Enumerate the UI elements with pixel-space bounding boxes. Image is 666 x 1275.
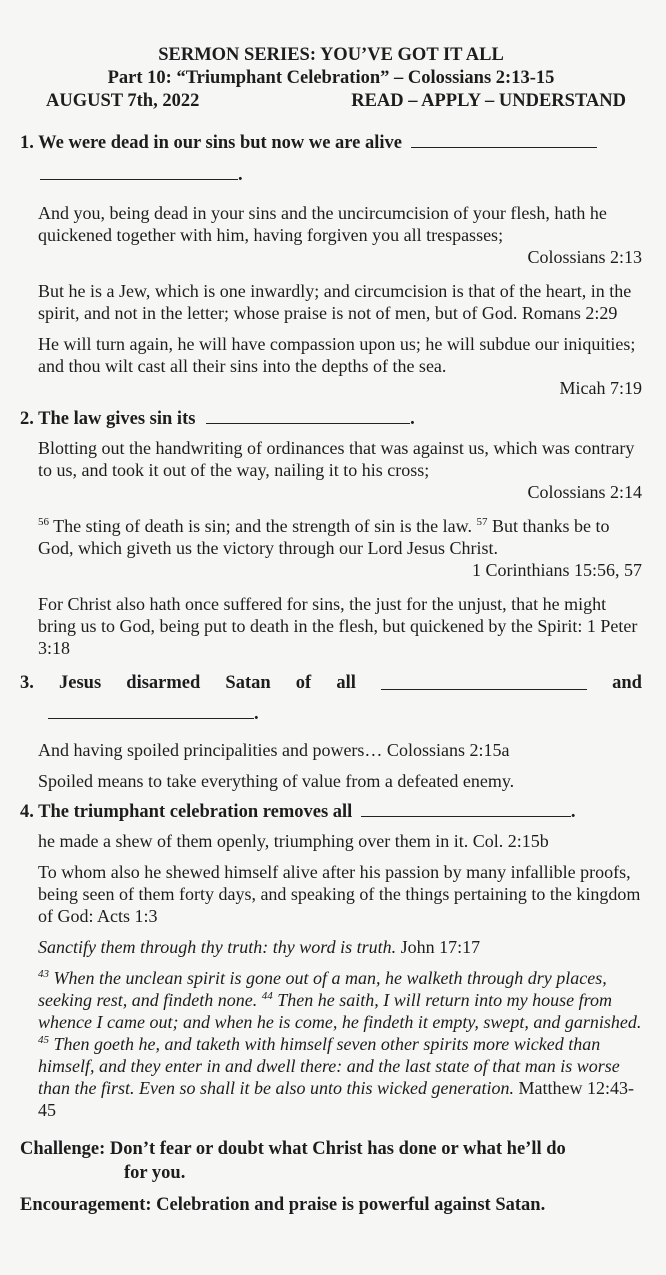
scripture-reference: Matthew 12:43-45 <box>38 1078 634 1120</box>
fill-in-blank[interactable] <box>361 800 571 817</box>
point-2-text: 2. The law gives sin its <box>20 409 196 429</box>
challenge-line: Challenge: Don’t fear or doubt what Christ has done or what he’ll do <box>20 1139 566 1159</box>
point-3-blank-line: . <box>48 702 642 725</box>
part-title: Part 10: “Triumphant Celebration” – Colossians 2:13-15 <box>107 68 555 88</box>
point-2-heading: 2. The law gives sin its . <box>20 409 415 429</box>
scripture-text: Then he saith, I will return into my house from whence I came out; and when he is come, he findeth it empty, swept, and garnished. <box>38 990 642 1032</box>
note-paragraph: Spoiled means to take everything of value from a defeated enemy. <box>38 771 515 791</box>
challenge-line-continued: for you. <box>124 1163 186 1183</box>
sermon-date: AUGUST 7th, 2022 <box>46 91 200 111</box>
point-1-blank-line: . <box>40 163 642 186</box>
point-number: 3. <box>20 673 34 693</box>
scripture-paragraph <box>38 202 642 268</box>
point-3-heading <box>20 673 642 694</box>
scripture-text: Then goeth he, and taketh with himself seven other spirits more wicked than himself, and they enter in and dwell there: and the last state of that man is worse than the first. Even so shall it be also unto this wicked generation. <box>38 1034 620 1098</box>
fill-in-blank[interactable] <box>381 673 587 690</box>
scripture-paragraph: To whom also he shewed himself alive after his passion by many infallible proofs, being seen of them forty days, and speaking of the things pertaining to the kingdom of God: Acts 1:3 <box>38 862 641 926</box>
point-4-text: 4. The triumphant celebration removes all <box>20 802 353 822</box>
scripture-paragraph: And having spoiled principalities and powers… Colossians 2:15a <box>38 740 510 760</box>
verse-number: 45 <box>38 1034 49 1046</box>
point-1-text: 1. We were dead in our sins but now we are alive <box>20 133 403 153</box>
scripture-paragraph <box>38 333 642 399</box>
heading-word: disarmed <box>126 673 201 693</box>
fill-in-blank[interactable] <box>48 702 254 719</box>
scripture-paragraph <box>38 515 642 581</box>
heading-word: Satan <box>225 673 271 693</box>
verse-number: 56 <box>38 516 49 528</box>
heading-word: all <box>336 673 356 693</box>
heading-word: of <box>295 673 312 693</box>
scripture-paragraph <box>38 936 642 958</box>
encouragement-line: Encouragement: Celebration and praise is powerful against Satan. <box>20 1195 546 1215</box>
motto: READ – APPLY – UNDERSTAND <box>351 91 626 111</box>
verse-number: 44 <box>261 990 273 1002</box>
header-row <box>20 90 642 113</box>
scripture-text: But thanks be to God, which giveth us the victory through our Lord Jesus Christ. <box>38 516 610 558</box>
scripture-text: Sanctify them through thy truth: thy word is truth. <box>38 937 397 957</box>
scripture-paragraph: For Christ also hath once suffered for sins, the just for the unjust, that he might bring us to God, being put to death in the flesh, but quickened by the Spirit: 1 Peter 3:18 <box>38 594 638 658</box>
fill-in-blank[interactable] <box>206 407 410 424</box>
scripture-text: Blotting out the handwriting of ordinances that was against us, which was contrary to us, and took it out of the way, nailing it to his cross; <box>38 438 635 480</box>
series-title: SERMON SERIES: YOU’VE GOT IT ALL <box>158 45 504 65</box>
point-1-heading <box>20 131 642 155</box>
fill-in-blank[interactable] <box>40 163 238 180</box>
point-4-heading: 4. The triumphant celebration removes all . <box>20 802 576 822</box>
scripture-paragraph: But he is a Jew, which is one inwardly; and circumcision is that of the heart, in the spirit, and not in the letter; whose praise is not of men, but of God. Romans 2:29 <box>38 281 632 323</box>
scripture-text: He will turn again, he will have compassion upon us; he will subdue our iniquities; and thou wilt cast all their sins into the depths of the sea. <box>38 334 636 376</box>
heading-word: Jesus <box>59 673 102 693</box>
scripture-text: The sting of death is sin; and the strength of sin is the law. <box>49 516 477 536</box>
scripture-paragraph: he made a shew of them openly, triumphing over them in it. Col. 2:15b <box>38 831 549 851</box>
scripture-reference: Micah 7:19 <box>559 378 642 398</box>
scripture-paragraph <box>38 967 642 1121</box>
fill-in-blank[interactable] <box>411 131 597 148</box>
heading-word: and <box>612 673 642 693</box>
scripture-paragraph <box>38 437 642 503</box>
scripture-reference: Colossians 2:13 <box>527 247 642 267</box>
scripture-reference: 1 Corinthians 15:56, 57 <box>472 560 642 580</box>
verse-number: 57 <box>476 516 488 528</box>
scripture-reference: Colossians 2:14 <box>527 482 642 502</box>
scripture-text: And you, being dead in your sins and the uncircumcision of your flesh, hath he quickened together with him, having forgiven you all trespasses; <box>38 203 607 245</box>
footer <box>20 1137 642 1217</box>
verse-number: 43 <box>38 968 49 980</box>
header <box>20 44 642 113</box>
scripture-reference: John 17:17 <box>396 937 481 957</box>
scripture-text: When the unclean spirit is gone out of a man, he walketh through dry places, seeking rest, and findeth none. <box>38 968 607 1010</box>
